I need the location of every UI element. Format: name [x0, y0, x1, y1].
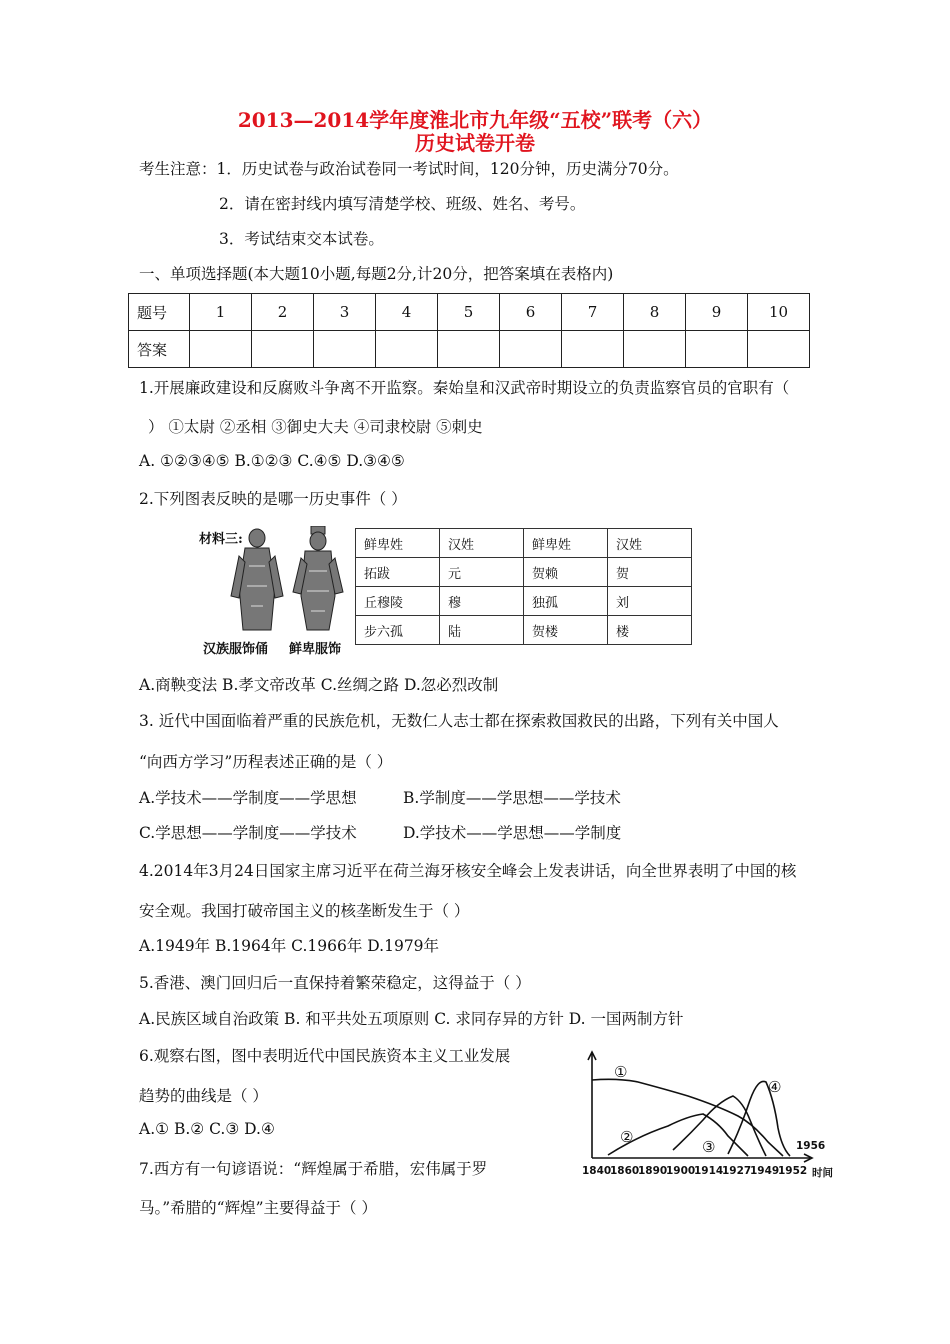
q2-options: A.商鞅变法 B.孝文帝改革 C.丝绸之路 D.忽必烈改制: [139, 676, 499, 694]
table-row: [356, 616, 692, 645]
q3-stem-line-2: “向西方学习”历程表述正确的是（ ）: [139, 753, 393, 771]
q7-stem-line-2: 马。”希腊的“辉煌”主要得益于（ ）: [139, 1199, 377, 1217]
q6-stem-line-1: 6.观察右图，图中表明近代中国民族资本主义工业发展: [139, 1047, 511, 1065]
q3-option-d: D.学技术——学思想——学制度: [403, 824, 622, 842]
notice-line-2: 2．请在密封线内填写清楚学校、班级、姓名、考号。: [219, 195, 586, 213]
surname-cell: 贺赖: [524, 558, 608, 587]
x-tick-label: 1927: [722, 1165, 752, 1177]
answer-table: [128, 293, 810, 368]
surname-header: 汉姓: [440, 529, 524, 558]
surname-header: 汉姓: [608, 529, 692, 558]
question-number: 3: [314, 294, 376, 331]
q6-figure: [578, 1050, 848, 1185]
question-number: 4: [376, 294, 438, 331]
q1-options: A. ①②③④⑤ B.①②③ C.④⑤ D.③④⑤: [139, 452, 405, 470]
answer-cell[interactable]: [686, 331, 748, 368]
x-tick-label: 1900: [666, 1165, 696, 1177]
table-row: [356, 529, 692, 558]
surname-cell: 步六孤: [356, 616, 440, 645]
q3-option-a: A.学技术——学制度——学思想: [139, 789, 357, 807]
x-tick-label: 1914: [694, 1165, 724, 1177]
curve-label-4: ④: [768, 1078, 782, 1096]
q6-options: A.① B.② C.③ D.④: [139, 1120, 275, 1138]
row-label-number: 题号: [129, 294, 190, 331]
notice-line-3: 3．考试结束交本试卷。: [219, 230, 384, 248]
question-number: 8: [624, 294, 686, 331]
notice-line-1: 考生注意：1．历史试卷与政治试卷同一考试时间，120分钟，历史满分70分。: [139, 160, 679, 178]
q3-stem-line-1: 3. 近代中国面临着严重的民族危机，无数仁人志士都在探索救国救民的出路，下列有关中国人: [139, 712, 779, 730]
q4-stem-line-1: 4.2014年3月24日国家主席习近平在荷兰海牙核安全峰会上发表讲话，向全世界表明了中国的核: [139, 862, 797, 880]
surname-cell: 拓跋: [356, 558, 440, 587]
curve-label-3: ③: [702, 1138, 716, 1156]
costume-figures-illustration: [225, 526, 350, 634]
table-row: [129, 294, 810, 331]
surname-cell: 元: [440, 558, 524, 587]
answer-cell[interactable]: [314, 331, 376, 368]
surname-cell: 楼: [608, 616, 692, 645]
material-label: 材料三:: [199, 532, 243, 547]
surname-cell: 穆: [440, 587, 524, 616]
q7-stem-line-1: 7.西方有一句谚语说：“辉煌属于希腊，宏伟属于罗: [139, 1160, 488, 1178]
caption-han-costume: 汉族服饰俑: [203, 642, 269, 657]
question-number: 7: [562, 294, 624, 331]
row-label-answer: 答案: [129, 331, 190, 368]
answer-cell[interactable]: [376, 331, 438, 368]
exam-subtitle: 历史试卷开卷: [415, 131, 535, 155]
question-number: 6: [500, 294, 562, 331]
x-axis-label: 时间: [812, 1167, 833, 1179]
x-tick-label: 1840: [582, 1165, 612, 1177]
q4-stem-line-2: 安全观。我国打破帝国主义的核垄断发生于（ ）: [139, 902, 470, 920]
exam-title: 2013—2014学年度淮北市九年级“五校”联考（六）: [237, 108, 713, 132]
curve-label-2: ②: [620, 1128, 634, 1146]
surname-cell: 陆: [440, 616, 524, 645]
question-number: 5: [438, 294, 500, 331]
q4-options: A.1949年 B.1964年 C.1966年 D.1979年: [139, 937, 440, 955]
question-number: 9: [686, 294, 748, 331]
section-heading: 一、单项选择题(本大题10小题,每题2分,计20分，把答案填在表格内): [139, 265, 614, 283]
table-row: [356, 558, 692, 587]
caption-xianbei-costume: 鲜卑服饰: [289, 642, 342, 657]
table-row: [356, 587, 692, 616]
answer-cell[interactable]: [438, 331, 500, 368]
answer-cell[interactable]: [562, 331, 624, 368]
q1-stem-line-1: 1.开展廉政建设和反腐败斗争离不开监察。秦始皇和汉武帝时期设立的负责监察官员的官职有（: [139, 379, 790, 397]
q3-option-b: B.学制度——学思想——学技术: [403, 789, 621, 807]
surname-table: [355, 528, 692, 645]
q3-option-c: C.学思想——学制度——学技术: [139, 824, 357, 842]
surname-cell: 贺楼: [524, 616, 608, 645]
question-number: 2: [252, 294, 314, 331]
q2-figure: [195, 524, 695, 660]
x-tick-label: 1949: [750, 1165, 780, 1177]
x-tick-label: 1890: [638, 1165, 668, 1177]
table-row: [129, 331, 810, 368]
surname-header: 鲜卑姓: [356, 529, 440, 558]
answer-cell[interactable]: [624, 331, 686, 368]
answer-cell[interactable]: [748, 331, 810, 368]
q1-stem-line-2: ） ①太尉 ②丞相 ③御史大夫 ④司隶校尉 ⑤刺史: [148, 418, 483, 436]
question-number: 1: [190, 294, 252, 331]
surname-header: 鲜卑姓: [524, 529, 608, 558]
answer-cell[interactable]: [500, 331, 562, 368]
year-label: 1956: [796, 1140, 826, 1152]
curve-label-1: ①: [614, 1063, 628, 1081]
answer-cell[interactable]: [190, 331, 252, 368]
surname-cell: 刘: [608, 587, 692, 616]
question-number: 10: [748, 294, 810, 331]
q5-options: A.民族区域自治政策 B. 和平共处五项原则 C. 求同存异的方针 D. 一国两制方针: [139, 1010, 684, 1028]
answer-cell[interactable]: [252, 331, 314, 368]
surname-cell: 独孤: [524, 587, 608, 616]
industry-trend-chart: [578, 1050, 848, 1185]
q5-stem: 5.香港、澳门回归后一直保持着繁荣稳定，这得益于（ ）: [139, 974, 531, 992]
q6-stem-line-2: 趋势的曲线是（ ）: [139, 1087, 268, 1105]
x-tick-label: 1860: [610, 1165, 640, 1177]
surname-cell: 贺: [608, 558, 692, 587]
surname-cell: 丘穆陵: [356, 587, 440, 616]
q2-stem: 2.下列图表反映的是哪一历史事件（ ）: [139, 490, 407, 508]
x-tick-label: 1952: [778, 1165, 808, 1177]
